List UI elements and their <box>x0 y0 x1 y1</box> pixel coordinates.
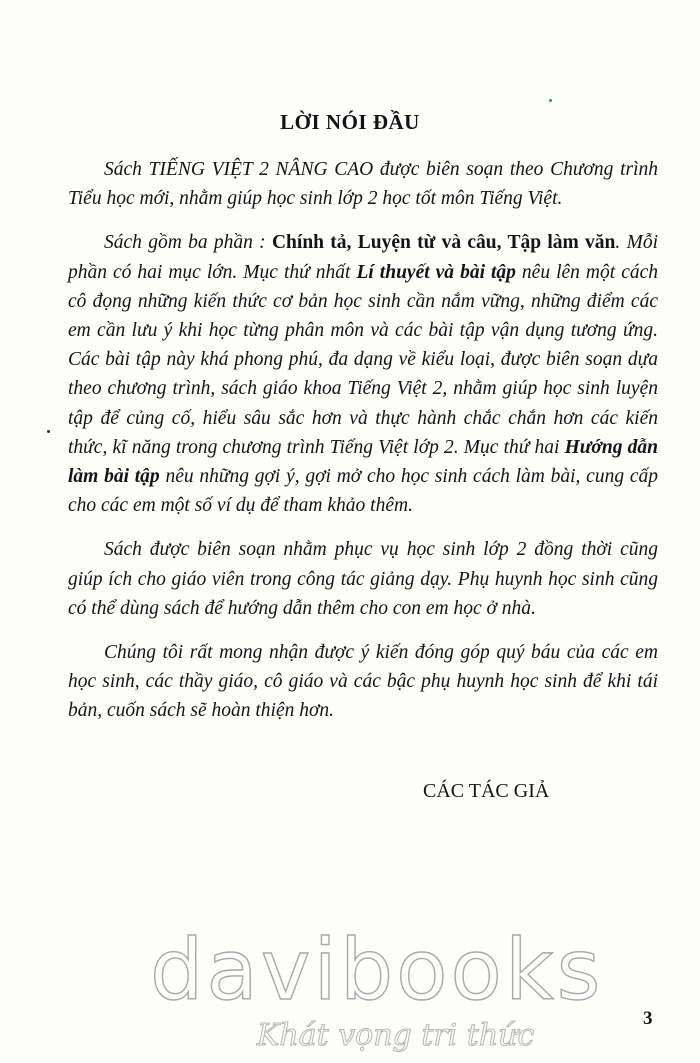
paragraph-structure <box>68 228 658 520</box>
preface-title: LỜI NÓI ĐẦU <box>280 110 420 134</box>
paragraph-intro: Sách TIẾNG VIỆT 2 NÂNG CAO được biên soạn theo Chương trình Tiểu học mới, nhằm giúp học sinh lớp 2 học tốt môn Tiếng Việt. <box>68 159 658 210</box>
preface-body <box>68 155 658 741</box>
page-number: 3 <box>643 1008 653 1029</box>
ink-speck-mark <box>47 430 50 433</box>
watermark-tagline: Khát vọng tri thức <box>257 1018 535 1053</box>
paragraph-feedback: Chúng tôi rất mong nhận được ý kiến đóng góp quý báu của các em học sinh, các thầy giáo, cô giáo và các bậc phụ huynh học sinh để khi tái bản, cuốn sách sẽ hoàn thiện hơn. <box>68 642 658 722</box>
structure-lead: Sách gồm ba phần : <box>104 232 272 254</box>
structure-sections: Chính tả, Luyện từ và câu, Tập làm văn <box>271 232 616 254</box>
structure-text-1: . Mỗi phần có hai mục lớn. Mục thứ nhất <box>68 232 659 283</box>
authors-signature: CÁC TÁC GIẢ <box>423 780 550 802</box>
davibooks-watermark-logo: davibooks <box>150 921 604 1019</box>
green-speck-mark <box>549 99 552 102</box>
structure-text-2: nêu lên một cách cô đọng những kiến thức cơ bản học sinh cần nắm vững, những điểm các em cần lưu ý khi học từng phân môn và các bài tập vận dụng tương ứng. Các bài tập này khá phong phú, đa dạng về kiểu loại, được biên soạn dựa theo chương trình, sách giáo khoa Tiếng Việt 2, nhằm giúp học sinh luyện tập để củng cố, hiểu sâu sắc hơn và thực hành chắc chắn hơn các kiến thức, kĩ năng trong chương trình Tiếng Việt lớp 2. Mục thứ hai <box>68 261 658 458</box>
structure-text-3: nêu những gợi ý, gợi mở cho học sinh cách làm bài, cung cấp cho các em một số ví dụ để tham khảo thêm. <box>68 466 658 517</box>
structure-part-one: Lí thuyết và bài tập <box>356 261 516 283</box>
structure-part-two: Hướng dẫn làm bài tập <box>68 436 658 488</box>
paragraph-purpose: Sách được biên soạn nhằm phục vụ học sinh lớp 2 đồng thời cũng giúp ích cho giáo viên trong công tác giảng dạy. Phụ huynh học sinh cũng có thể dùng sách để hướng dẫn thêm cho con em học ở nhà. <box>68 539 658 619</box>
